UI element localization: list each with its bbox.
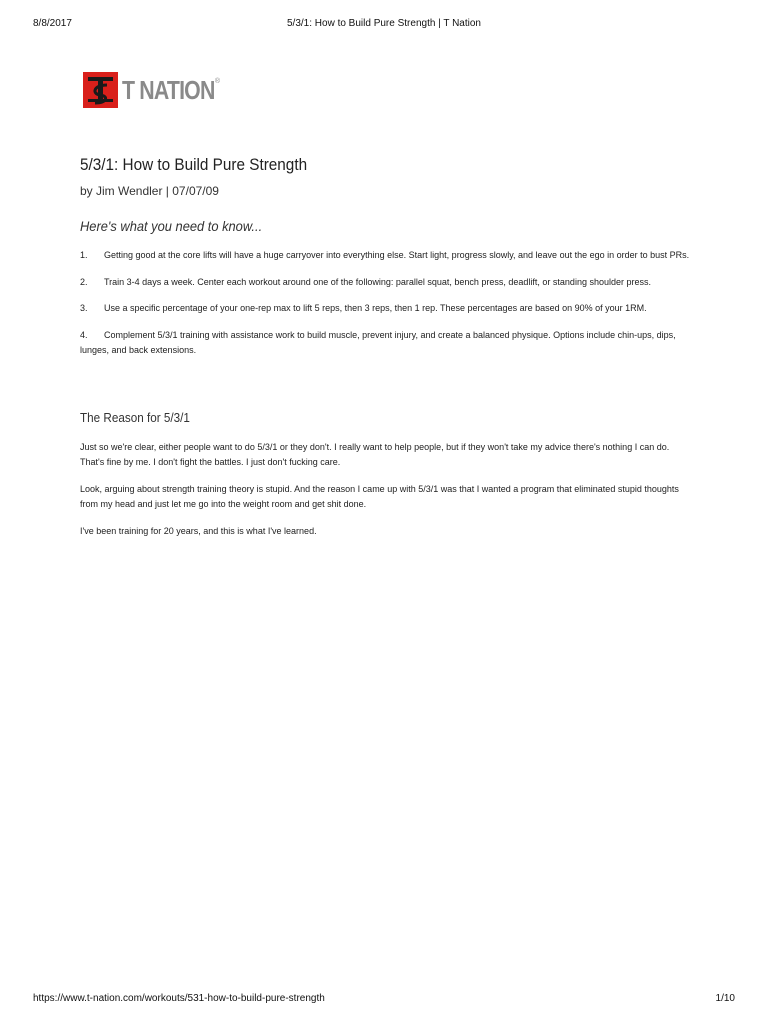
list-item xyxy=(80,328,690,359)
paragraph: Just so we're clear, either people want to do 5/3/1 or they don't. I really want to help people, but if they won't take my advice there's nothing I can do. That's fine by me. I don't fight the battles. I just don't fucking care. xyxy=(80,441,670,467)
intro-heading: Here's what you need to know... xyxy=(80,218,263,234)
list-item xyxy=(80,248,690,264)
article xyxy=(80,152,690,539)
print-footer xyxy=(33,993,735,1007)
list-item-number: 4. xyxy=(80,329,88,340)
list-item xyxy=(80,275,690,291)
list-item-number: 2. xyxy=(80,276,88,287)
print-document-title: 5/3/1: How to Build Pure Strength | T Nation xyxy=(286,18,481,29)
logo-registered-mark: ® xyxy=(214,77,221,85)
list-item-text: Use a specific percentage of your one-rep max to lift 5 reps, then 3 reps, then 1 rep. These percentages are based on 90% of your 1RM. xyxy=(104,303,647,313)
site-logo[interactable] xyxy=(83,72,220,108)
paragraph: I've been training for 20 years, and this is what I've learned. xyxy=(80,525,317,536)
print-url[interactable]: https://www.t-nation.com/workouts/531-how-to-build-pure-strength xyxy=(33,993,325,1004)
article-title: 5/3/1: How to Build Pure Strength xyxy=(80,155,308,174)
article-byline: by Jim Wendler | 07/07/09 xyxy=(80,184,219,198)
list-item-text: Getting good at the core lifts will have a huge carryover into everything else. Start light, progress slowly, and leave out the ego in order to bust PRs. xyxy=(104,250,690,260)
print-date: 8/8/2017 xyxy=(33,18,72,29)
list-item-text: Complement 5/3/1 training with assistance work to build muscle, prevent injury, and create a balanced physique. Options include chin-ups, dips, lunges, and back extensions. xyxy=(80,329,676,355)
list-item-number: 1. xyxy=(80,250,88,260)
list-item xyxy=(80,301,690,317)
tnation-logo-icon xyxy=(83,72,118,108)
key-points-list xyxy=(80,248,690,359)
list-item-text: Train 3-4 days a week. Center each workout around one of the following: parallel squat, bench press, deadlift, or standing shoulder press. xyxy=(104,276,651,287)
list-item-number: 3. xyxy=(80,303,88,313)
paragraph: Look, arguing about strength training theory is stupid. And the reason I came up with 5/3/1 was that I wanted a program that eliminated stupid thoughts from my head and just let me go into the weight room and get shit done. xyxy=(80,483,679,509)
logo-text: T NATION xyxy=(122,75,215,105)
section-heading: The Reason for 5/3/1 xyxy=(80,409,190,425)
page-number: 1/10 xyxy=(715,993,735,1004)
print-header xyxy=(33,18,735,32)
